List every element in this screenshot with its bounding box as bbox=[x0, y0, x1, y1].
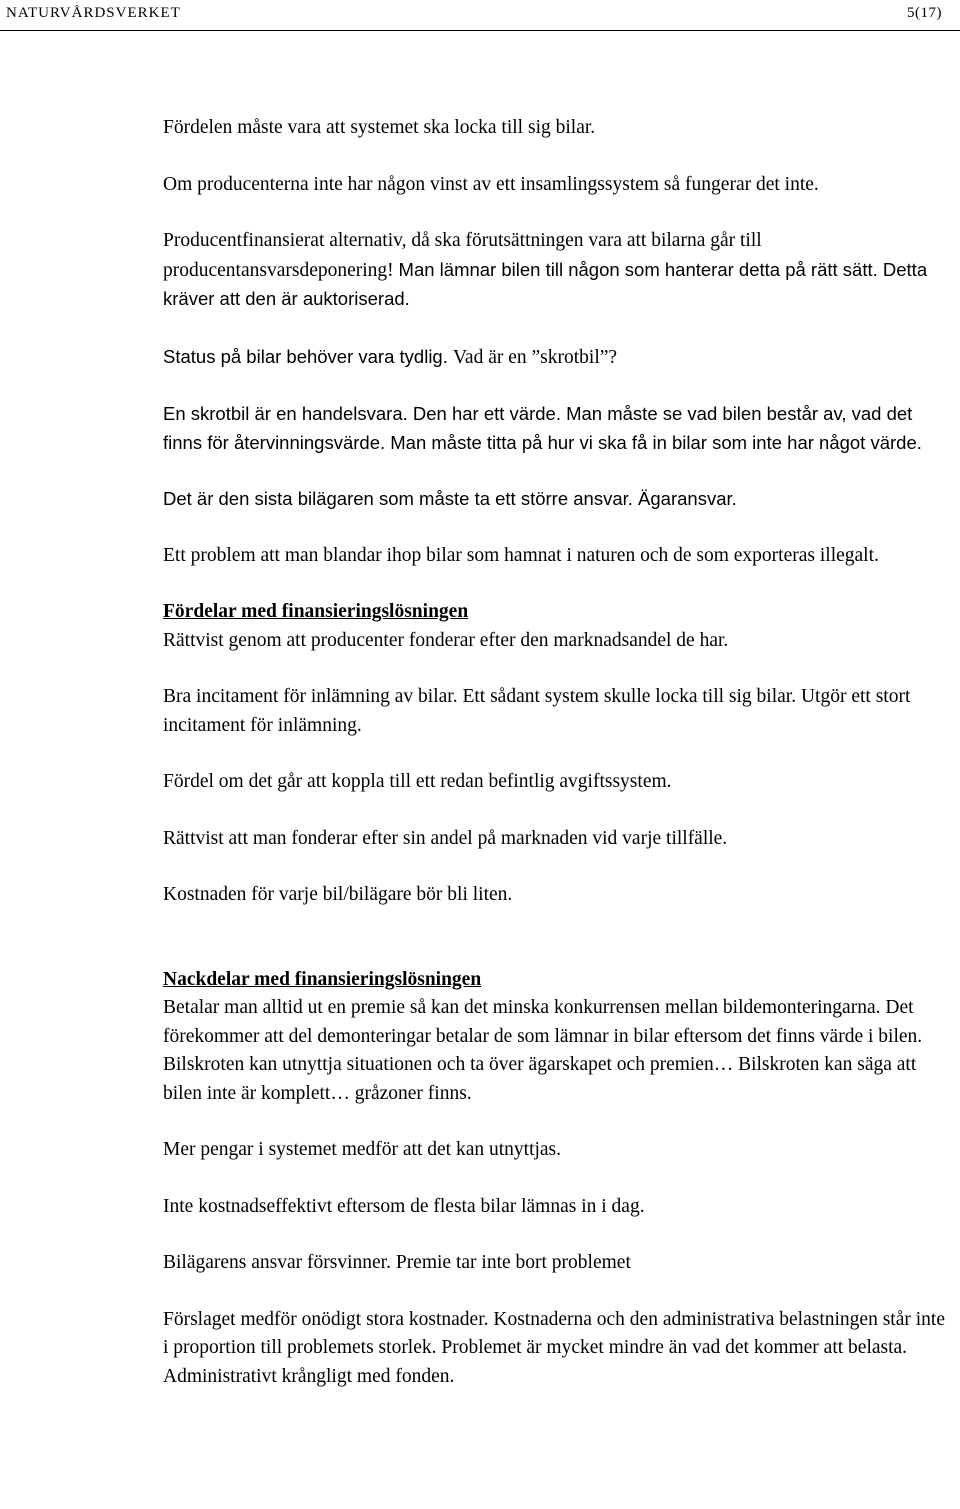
text-run: Vad är en ”skrotbil”? bbox=[453, 346, 618, 368]
page-header bbox=[0, 0, 960, 31]
section-heading-disadvantages: Nackdelar med finansieringslösningen bbox=[163, 968, 482, 990]
list-item: Mer pengar i systemet medför att det kan utnyttjas. bbox=[163, 1139, 562, 1160]
list-item: Betalar man alltid ut en premie så kan det minska konkurrensen mellan bildemonteringarna. Det förekommer att del demonteringar betalar de som lämnar in bilar eftersom det finns värde i bilen. Bilskroten kan utnyttja situationen och ta över ägarskapet och premien… Bilskroten kan säga att bilen inte är komplett… gråzoner finns. bbox=[163, 997, 923, 1104]
text-run: Om producenterna inte har någon vinst av ett insamlingssystem så fungerar det inte. bbox=[163, 173, 819, 195]
paragraph bbox=[163, 171, 953, 200]
page-number: 5(17) bbox=[907, 5, 942, 21]
text-run: Man lämnar bilen till någon som hanterar detta på rätt sätt. Detta kräver att den är auktoriserad. bbox=[163, 258, 928, 309]
list-item: Fördel om det går att koppla till ett redan befintlig avgiftssystem. bbox=[163, 771, 672, 792]
section-heading-advantages: Fördelar med finansieringslösningen bbox=[163, 601, 469, 622]
document-body bbox=[163, 114, 953, 1419]
text-run: Status på bilar behöver vara tydlig. bbox=[163, 345, 453, 367]
advantages-section bbox=[163, 598, 953, 655]
list-item: Rättvist att man fonderar efter sin andel på marknaden vid varje tillfälle. bbox=[163, 827, 728, 849]
text-run: Det är den sista bilägaren som måste ta ett större ansvar. Ägaransvar. bbox=[163, 488, 737, 509]
disadvantages-section bbox=[163, 966, 953, 1109]
list-item: Bilägarens ansvar försvinner. Premie tar inte bort problemet bbox=[163, 1252, 631, 1273]
text-run: En skrotbil är en handelsvara. Den har ett värde. Man måste se vad bilen består av, vad det finns för återvinningsvärde. Man måste titta på hur vi ska få in bilar som inte har något värde. bbox=[163, 403, 922, 453]
list-item: Förslaget medför onödigt stora kostnader. Kostnaderna och den administrativa belastningen står inte i proportion till problemets storlek. Problemet är mycket mindre än vad det kommer att belasta. Administrativt krångligt med fonden. bbox=[163, 1308, 945, 1387]
list-item: Bra incitament för inlämning av bilar. Ett sådant system skulle locka till sig bilar. Utgör ett stort incitament för inlämning. bbox=[163, 686, 911, 736]
paragraph bbox=[163, 227, 953, 315]
paragraph bbox=[163, 485, 953, 514]
organization-name: NATURVÅRDSVERKET bbox=[6, 5, 181, 21]
paragraph bbox=[163, 343, 953, 373]
text-run: Ett problem att man blandar ihop bilar som hamnat i naturen och de som exporteras illegalt. bbox=[163, 544, 879, 566]
text-run: Producentfinansierat alternativ, då ska förutsättningen vara att bilarna går till producentansvarsdeponering! bbox=[163, 230, 762, 281]
paragraph bbox=[163, 114, 953, 143]
list-item: Kostnaden för varje bil/bilägare bör bli liten. bbox=[163, 884, 513, 905]
text-run: Fördelen måste vara att systemet ska locka till sig bilar. bbox=[163, 117, 596, 138]
paragraph bbox=[163, 400, 953, 457]
paragraph bbox=[163, 542, 953, 571]
list-item: Inte kostnadseffektivt eftersom de flesta bilar lämnas in i dag. bbox=[163, 1195, 645, 1217]
list-item: Rättvist genom att producenter fonderar efter den marknadsandel de har. bbox=[163, 629, 729, 651]
